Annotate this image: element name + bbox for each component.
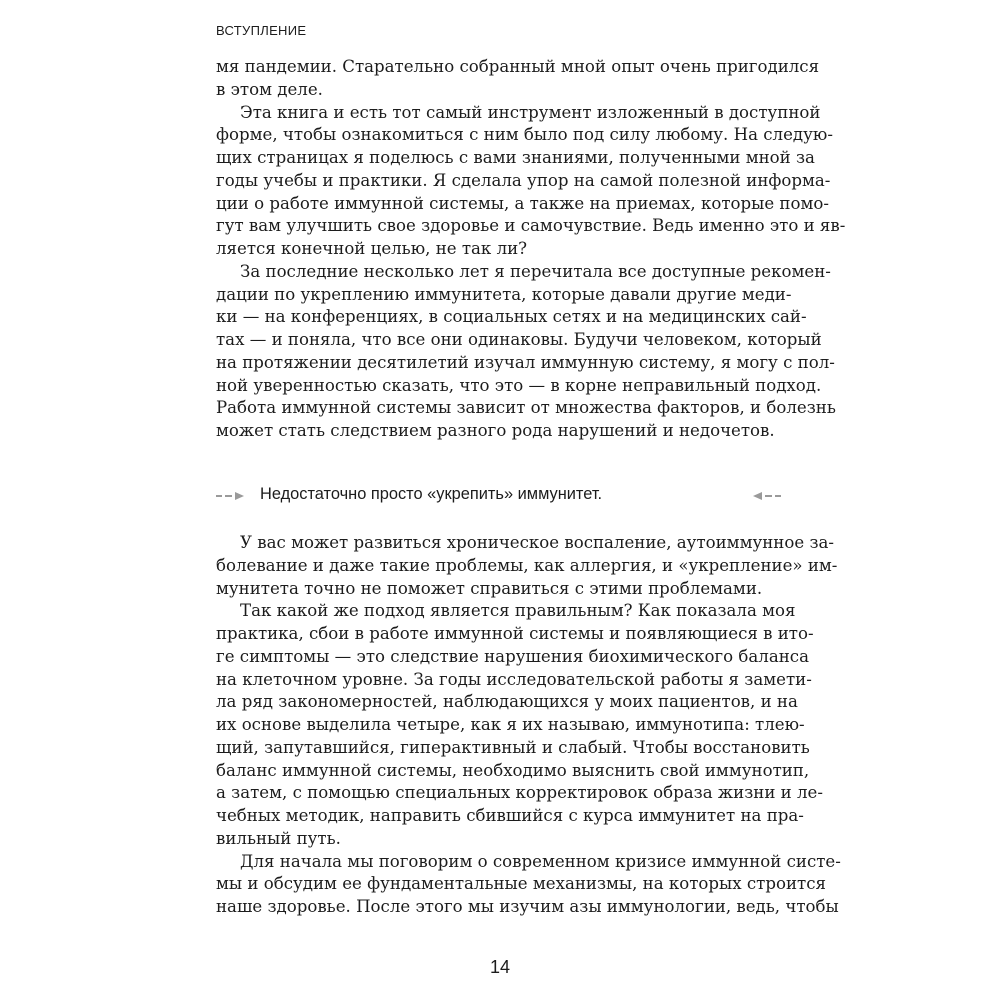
text-line: мя пандемии. Старательно собранный мной опыт очень пригодился — [216, 57, 820, 76]
text-line: болевание и даже такие проблемы, как аллергия, и «укрепление» им- — [216, 555, 838, 575]
arrow-right-icon — [216, 492, 248, 500]
text-line: щий, запутавшийся, гиперактивный и слабый. Чтобы восстановить — [216, 737, 810, 757]
text-line: ге симптомы — это следствие нарушения биохимического баланса — [216, 646, 809, 666]
text-line: щих страницах я поделюсь с вами знаниями, полученными мной за — [216, 148, 815, 167]
text-line: дации по укреплению иммунитета, которые давали другие меди- — [216, 284, 792, 304]
text-line: мунитета точно не поможет справиться с этими проблемами. — [216, 578, 763, 598]
text-line: Эта книга и есть тот самый инструмент изложенный в доступной — [240, 102, 821, 122]
text-line: годы учебы и практики. Я сделала упор на самой полезной информа- — [216, 170, 831, 190]
text-line: в этом деле. — [216, 79, 323, 99]
text-line: гут вам улучшить свое здоровье и самочувствие. Ведь именно это и яв- — [216, 216, 846, 236]
text-line: наше здоровье. После этого мы изучим азы иммунологии, ведь, чтобы — [216, 897, 839, 916]
text-line: ляется конечной целью, не так ли? — [216, 239, 528, 258]
arrow-left-icon — [749, 492, 781, 500]
text-line: ла ряд закономерностей, наблюдающихся у моих пациентов, и на — [216, 692, 798, 712]
text-line: форме, чтобы ознакомиться с ним было под силу любому. На следую- — [216, 125, 833, 145]
text-line: Так какой же подход является правильным? Как показала моя — [240, 601, 796, 621]
text-line: может стать следствием разного рода нарушений и недочетов. — [216, 421, 775, 440]
text-line: ции о работе иммунной системы, а также на приемах, которые помо- — [216, 193, 829, 213]
pull-quote — [216, 483, 785, 509]
text-line: вильный путь. — [216, 828, 341, 848]
text-line: У вас может развиться хроническое воспаление, аутоиммунное за- — [240, 533, 835, 552]
text-line: на клеточном уровне. За годы исследовательской работы я замети- — [216, 669, 812, 689]
text-line: их основе выделила четыре, как я их называю, иммунотипа: тлею- — [216, 715, 805, 734]
pull-quote-text: Недостаточно просто «укрепить» иммунитет. — [260, 485, 603, 503]
running-head-title: ВСТУПЛЕНИЕ — [216, 23, 307, 38]
page-number: 14 — [489, 957, 511, 977]
text-block-bottom — [216, 532, 841, 919]
text-line: ки — на конференциях, в социальных сетях и на медицинских сай- — [216, 307, 807, 327]
text-line: ной уверенностью сказать, что это — в корне неправильный подход. — [216, 375, 822, 395]
text-line: тах — и поняла, что все они одинаковы. Будучи человеком, который — [216, 330, 822, 349]
text-line: Работа иммунной системы зависит от множества факторов, и болезнь — [216, 398, 836, 418]
text-line: а затем, с помощью специальных корректировок образа жизни и ле- — [216, 783, 823, 803]
text-line: мы и обсудим ее фундаментальные механизмы, на которых строится — [216, 874, 826, 894]
text-line: на протяжении десятилетий изучал иммунную систему, я могу с пол- — [216, 352, 835, 372]
text-block-top — [216, 56, 846, 443]
text-line: практика, сбои в работе иммунной системы и появляющиеся в ито- — [216, 624, 814, 643]
text-line: баланс иммунной системы, необходимо выяснить свой иммунотип, — [216, 760, 810, 780]
text-line: За последние несколько лет я перечитала все доступные рекомен- — [240, 261, 831, 281]
text-line: Для начала мы поговорим о современном кризисе иммунной систе- — [240, 851, 841, 871]
text-line: чебных методик, направить сбившийся с курса иммунитет на пра- — [216, 806, 804, 825]
